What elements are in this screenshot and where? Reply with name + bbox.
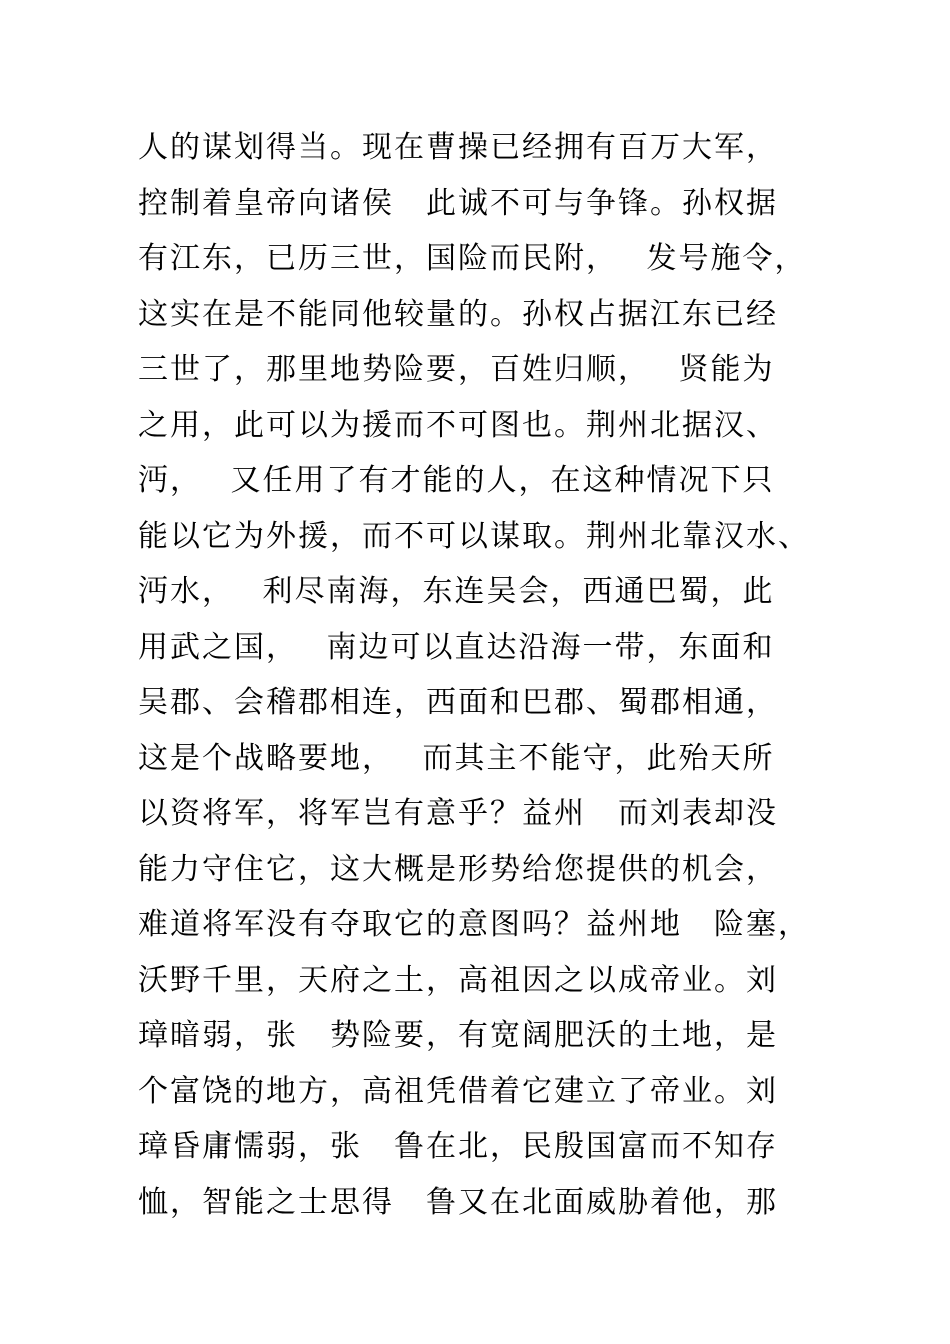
text-line: 吴郡、会稽郡相连，西面和巴郡、蜀郡相通， [138, 685, 778, 720]
text-line: 以资将军，将军岂有意乎？益州 而刘表却没 [138, 796, 778, 831]
text-line: 难道将军没有夺取它的意图吗？益州地 险塞， [138, 907, 810, 942]
text-line: 个富饶的地方，高祖凭借着它建立了帝业。刘 [138, 1073, 778, 1109]
text-line: 有江东，已历三世，国险而民附， 发号施令， [138, 241, 807, 276]
text-line: 三世了，那里地势险要，百姓归顺， 贤能为 [138, 352, 775, 387]
text-line: 沔水， 利尽南海，东连吴会，西通巴蜀，此 [138, 574, 775, 609]
text-line: 璋暗弱，张 势险要，有宽阔肥沃的土地，是 [138, 1018, 778, 1053]
text-line: 沃野千里，天府之土，高祖因之以成帝业。刘 [138, 962, 778, 998]
text-line: 能以它为外援，而不可以谋取。荆州北靠汉水、 [138, 518, 810, 554]
body-text [138, 120, 838, 1230]
text-line: 人的谋划得当。现在曹操已经拥有百万大军， [138, 130, 778, 165]
text-line: 恤，智能之士思得 鲁又在北面威胁着他，那 [138, 1184, 778, 1220]
text-line: 璋昏庸懦弱，张 鲁在北，民殷国富而不知存 [138, 1129, 778, 1164]
text-line: 用武之国， 南边可以直达沿海一带，东面和 [138, 629, 775, 665]
text-line: 沔， 又任用了有才能的人，在这种情况下只 [138, 463, 775, 498]
text-line: 这实在是不能同他较量的。孙权占据江东已经 [138, 296, 778, 332]
text-line: 这是个战略要地， 而其主不能守，此殆天所 [138, 740, 775, 776]
text-line: 之用，此可以为援而不可图也。荆州北据汉、 [138, 407, 778, 443]
text-line: 能力守住它，这大概是形势给您提供的机会， [138, 851, 778, 887]
text-line: 控制着皇帝向诸侯 此诚不可与争锋。孙权据 [138, 185, 778, 221]
